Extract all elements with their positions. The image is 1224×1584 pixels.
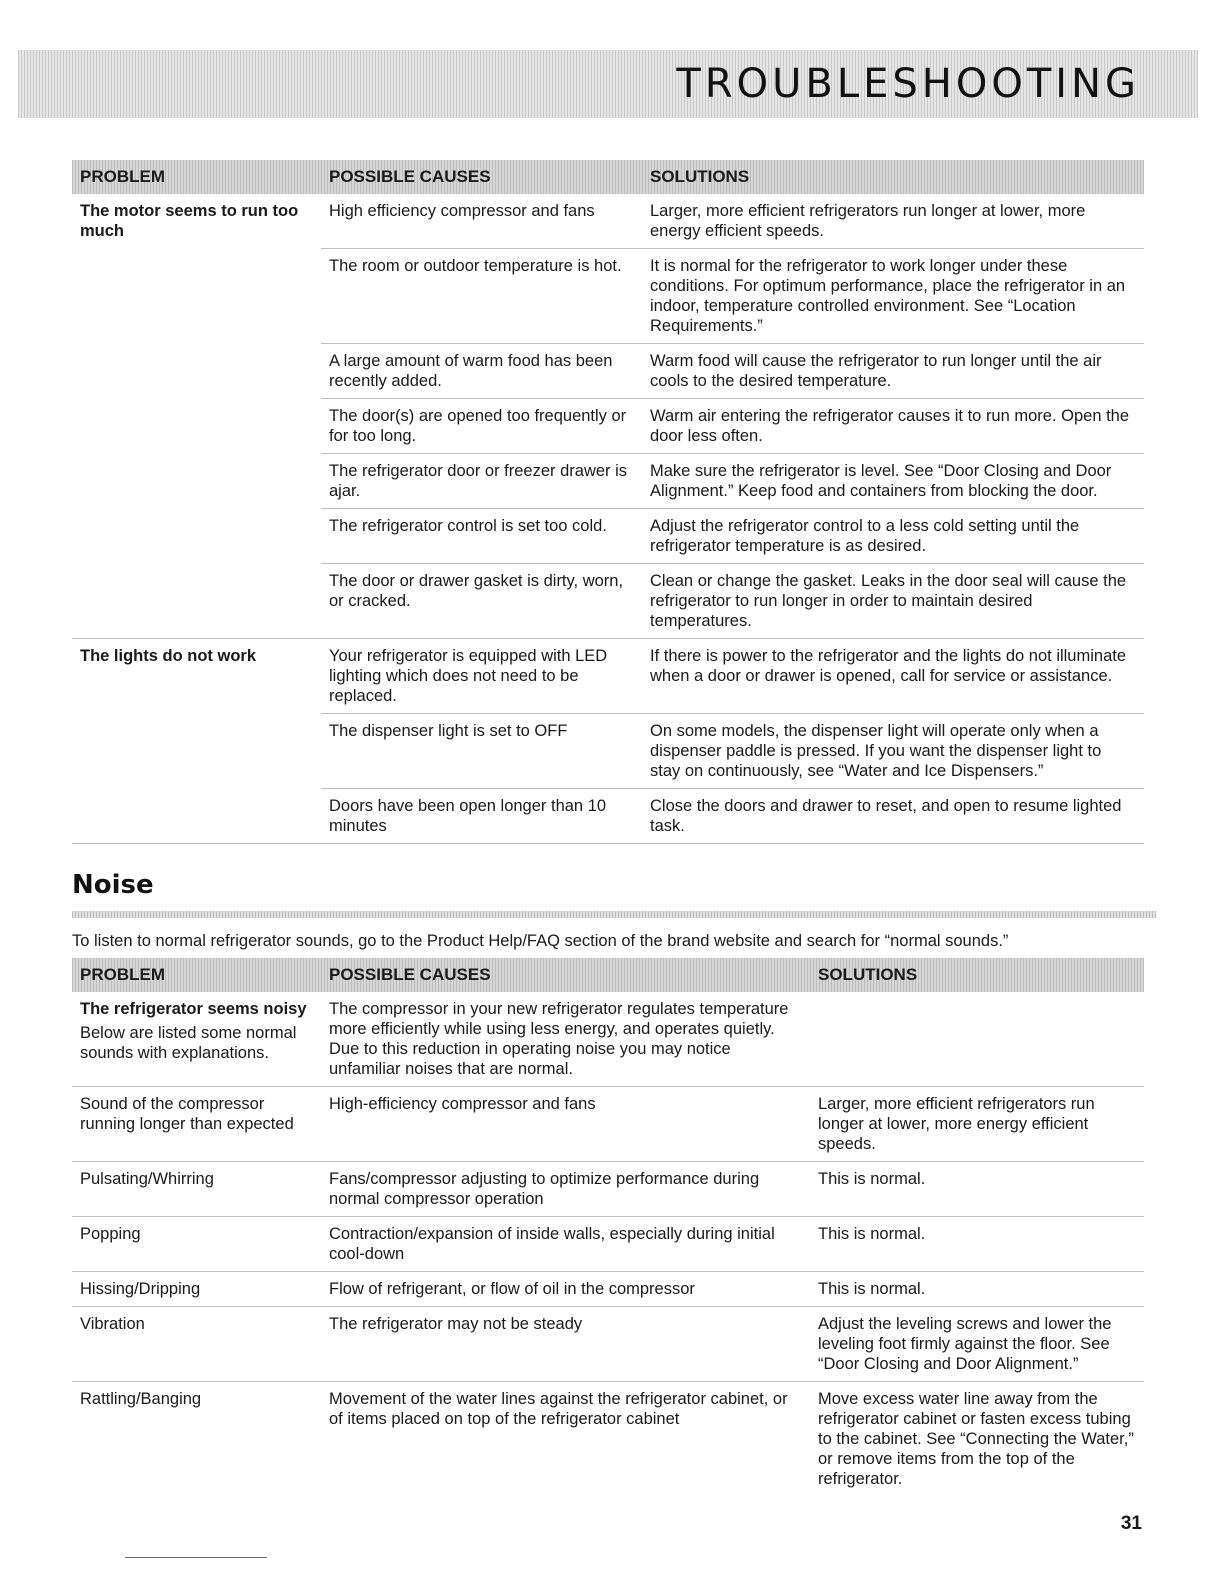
problem-noisy-title: The refrigerator seems noisy	[80, 1000, 307, 1018]
footer-divider	[125, 1557, 267, 1558]
cause-cell: The refrigerator control is set too cold.	[321, 509, 642, 564]
cause-cell: Movement of the water lines against the refrigerator cabinet, or of items placed on top of the refrigerator cabinet	[329, 1390, 788, 1428]
page-title: TROUBLESHOOTING	[676, 61, 1140, 107]
problem-motor-runs: The motor seems to run too much	[72, 194, 321, 639]
solution-cell: This is normal.	[810, 1272, 1144, 1307]
cause-cell: Flow of refrigerant, or flow of oil in the compressor	[321, 1272, 810, 1307]
cause-cell: The compressor in your new refrigerator regulates temperature more efficiently while using less energy, and operates quietly. Due to this reduction in operating noise you may notice unfamiliar noises that are normal.	[321, 992, 810, 1087]
table-row	[72, 194, 1144, 249]
cause-cell: The refrigerator may not be steady	[321, 1307, 810, 1382]
problem-cell: Pulsating/Whirring	[72, 1162, 321, 1217]
solution-cell	[810, 992, 1144, 1087]
cause-cell: High efficiency compressor and fans	[321, 194, 642, 249]
table-row	[72, 1382, 1144, 1497]
cause-cell: The refrigerator door or freezer drawer is ajar.	[321, 454, 642, 509]
problem-cell: Vibration	[72, 1307, 321, 1382]
table-header-row	[72, 160, 1144, 194]
problem-lights-not-working: The lights do not work	[72, 639, 321, 844]
solution-cell: On some models, the dispenser light will operate only when a dispenser paddle is pressed. If you want the dispenser light to stay on continuously, see “Water and Ice Dispensers.”	[642, 714, 1144, 789]
problem-noisy	[72, 992, 321, 1087]
solution-cell: Warm air entering the refrigerator causes it to run more. Open the door less often.	[642, 399, 1144, 454]
table-row	[72, 992, 1144, 1087]
header-solutions: SOLUTIONS	[810, 958, 1144, 992]
table-row	[72, 1087, 1144, 1162]
solution-cell: Move excess water line away from the refrigerator cabinet or fasten excess tubing to the cabinet. See “Connecting the Water,” or remove items from the top of the refrigerator.	[818, 1390, 1134, 1488]
solution-cell: Adjust the refrigerator control to a less cold setting until the refrigerator temperature is as desired.	[642, 509, 1144, 564]
cause-cell: Your refrigerator is equipped with LED lighting which does not need to be replaced.	[321, 639, 642, 714]
table-row	[72, 1217, 1144, 1272]
troubleshooting-table	[72, 160, 1144, 844]
cause-cell: The door or drawer gasket is dirty, worn, or cracked.	[321, 564, 642, 639]
cause-cell: The door(s) are opened too frequently or for too long.	[321, 399, 642, 454]
page-number: 31	[1120, 1513, 1142, 1534]
troubleshooting-banner	[18, 50, 1198, 118]
table-row	[72, 1162, 1144, 1217]
header-causes: POSSIBLE CAUSES	[321, 958, 810, 992]
cause-cell: The room or outdoor temperature is hot.	[321, 249, 642, 344]
table-header-row	[72, 958, 1144, 992]
problem-cell: Popping	[72, 1217, 321, 1272]
solution-cell: Warm food will cause the refrigerator to run longer until the air cools to the desired temperature.	[642, 344, 1144, 399]
noise-divider	[72, 911, 1156, 918]
solution-cell: This is normal.	[810, 1162, 1144, 1217]
header-problem: PROBLEM	[72, 958, 321, 992]
problem-cell: Sound of the compressor running longer than expected	[72, 1087, 321, 1162]
solution-cell: Clean or change the gasket. Leaks in the door seal will cause the refrigerator to run longer in order to maintain desired temperatures.	[642, 564, 1144, 639]
noise-intro: To listen to normal refrigerator sounds, go to the Product Help/FAQ section of the brand website and search for “normal sounds.”	[72, 932, 1009, 950]
problem-cell: Hissing/Dripping	[72, 1272, 321, 1307]
cause-cell: A large amount of warm food has been recently added.	[321, 344, 642, 399]
cause-cell: High-efficiency compressor and fans	[321, 1087, 810, 1162]
cause-cell: Doors have been open longer than 10 minutes	[321, 789, 642, 844]
solution-cell: Close the doors and drawer to reset, and open to resume lighted task.	[642, 789, 1144, 844]
header-causes: POSSIBLE CAUSES	[321, 160, 642, 194]
table-row	[72, 639, 1144, 714]
solution-cell: Make sure the refrigerator is level. See “Door Closing and Door Alignment.” Keep food and containers from blocking the door.	[642, 454, 1144, 509]
problem-noisy-note: Below are listed some normal sounds with explanations.	[80, 1024, 297, 1062]
cause-cell: The dispenser light is set to OFF	[321, 714, 642, 789]
solution-cell: Larger, more efficient refrigerators run longer at lower, more energy efficient speeds.	[642, 194, 1144, 249]
problem-cell: Rattling/Banging	[80, 1390, 202, 1408]
solution-cell: Adjust the leveling screws and lower the leveling foot firmly against the floor. See “Door Closing and Door Alignment.”	[810, 1307, 1144, 1382]
noise-heading: Noise	[72, 870, 154, 900]
solution-cell: If there is power to the refrigerator and the lights do not illuminate when a door or drawer is opened, call for service or assistance.	[642, 639, 1144, 714]
noise-table	[72, 958, 1144, 1496]
solution-cell: It is normal for the refrigerator to work longer under these conditions. For optimum performance, place the refrigerator in an indoor, temperature controlled environment. See “Location Requirements.”	[642, 249, 1144, 344]
solution-cell: Larger, more efficient refrigerators run longer at lower, more energy efficient speeds.	[810, 1087, 1144, 1162]
header-problem: PROBLEM	[72, 160, 321, 194]
solution-cell: This is normal.	[810, 1217, 1144, 1272]
cause-cell: Contraction/expansion of inside walls, especially during initial cool-down	[321, 1217, 810, 1272]
header-solutions: SOLUTIONS	[642, 160, 1144, 194]
cause-cell: Fans/compressor adjusting to optimize performance during normal compressor operation	[321, 1162, 810, 1217]
table-row	[72, 1307, 1144, 1382]
table-row	[72, 1272, 1144, 1307]
